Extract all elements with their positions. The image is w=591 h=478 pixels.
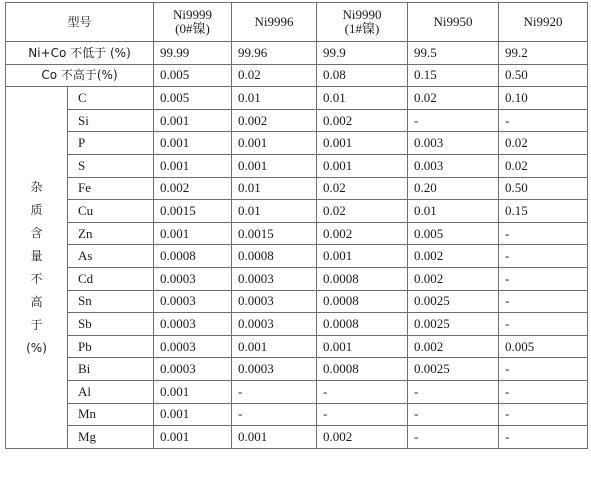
value-cell: 0.002	[317, 222, 408, 245]
value-cell: -	[499, 358, 588, 381]
impurity-side-label	[6, 87, 68, 449]
value-cell: 0.0003	[154, 335, 232, 358]
element-symbol: Cu	[68, 200, 154, 223]
value-cell: 0.003	[408, 154, 499, 177]
value-cell: -	[499, 313, 588, 336]
value-cell: 0.0015	[154, 200, 232, 223]
element-symbol: P	[68, 132, 154, 155]
impurity-row	[6, 313, 588, 336]
grade-header-cell	[154, 3, 232, 42]
grade-header-cell	[499, 3, 588, 42]
value-cell: 0.005	[408, 222, 499, 245]
impurity-row	[6, 109, 588, 132]
impurity-label-char: 含	[30, 225, 43, 240]
impurity-label-char: 于	[30, 317, 43, 332]
element-symbol: Sb	[68, 313, 154, 336]
element-symbol: Mn	[68, 403, 154, 426]
value-cell: 0.01	[408, 200, 499, 223]
value-cell: -	[499, 222, 588, 245]
summary-row	[6, 42, 588, 65]
value-cell: -	[499, 245, 588, 268]
impurity-row	[6, 358, 588, 381]
value-cell: 0.0003	[232, 267, 317, 290]
value-cell: 0.002	[408, 267, 499, 290]
value-cell: 0.0003	[232, 290, 317, 313]
element-symbol: Cd	[68, 267, 154, 290]
value-cell: 0.001	[154, 426, 232, 449]
value-cell: -	[499, 290, 588, 313]
value-cell: 0.01	[232, 87, 317, 110]
value-cell: 0.0003	[154, 290, 232, 313]
value-cell: 0.001	[154, 132, 232, 155]
impurity-row	[6, 177, 588, 200]
impurity-row	[6, 380, 588, 403]
value-cell: 0.02	[499, 132, 588, 155]
value-cell: -	[232, 380, 317, 403]
value-cell: 0.0008	[317, 267, 408, 290]
value-cell: 0.08	[317, 64, 408, 87]
value-cell: 0.001	[232, 335, 317, 358]
value-cell: 0.0003	[232, 313, 317, 336]
value-cell: 0.002	[154, 177, 232, 200]
value-cell: 0.0008	[317, 290, 408, 313]
grade-name: Ni9996	[254, 14, 294, 29]
value-cell: 0.0015	[232, 222, 317, 245]
value-cell: -	[408, 109, 499, 132]
value-cell: 0.002	[232, 109, 317, 132]
value-cell: 0.0003	[154, 313, 232, 336]
value-cell: -	[408, 403, 499, 426]
value-cell: 0.001	[317, 132, 408, 155]
value-cell: 0.005	[499, 335, 588, 358]
value-cell: 0.02	[408, 87, 499, 110]
value-cell: 0.20	[408, 177, 499, 200]
value-cell: 99.2	[499, 42, 588, 65]
value-cell: 0.001	[154, 154, 232, 177]
impurity-label-char: 不	[30, 271, 43, 286]
value-cell: -	[499, 109, 588, 132]
value-cell: 0.005	[154, 87, 232, 110]
value-cell: -	[408, 380, 499, 403]
impurity-label-char: 质	[30, 202, 43, 217]
value-cell: 0.003	[408, 132, 499, 155]
value-cell: 99.96	[232, 42, 317, 65]
value-cell: 0.15	[499, 200, 588, 223]
value-cell: 0.001	[232, 426, 317, 449]
grade-name: Ni9999	[173, 7, 213, 22]
value-cell: 0.02	[499, 154, 588, 177]
impurity-label-char: (%)	[26, 340, 47, 355]
value-cell: 0.0025	[408, 358, 499, 381]
impurity-row	[6, 290, 588, 313]
impurity-row	[6, 222, 588, 245]
element-symbol: Fe	[68, 177, 154, 200]
impurity-row	[6, 245, 588, 268]
element-symbol: Al	[68, 380, 154, 403]
value-cell: -	[499, 426, 588, 449]
value-cell: 0.01	[317, 87, 408, 110]
value-cell: 99.5	[408, 42, 499, 65]
element-symbol: Pb	[68, 335, 154, 358]
value-cell: 0.0008	[317, 313, 408, 336]
value-cell: 0.002	[317, 109, 408, 132]
value-cell: 0.02	[317, 200, 408, 223]
value-cell: 0.001	[232, 132, 317, 155]
value-cell: 0.0025	[408, 290, 499, 313]
value-cell: -	[317, 380, 408, 403]
value-cell: 0.001	[154, 222, 232, 245]
grade-name: Ni9950	[433, 14, 473, 29]
value-cell: 0.10	[499, 87, 588, 110]
value-cell: 0.0025	[408, 313, 499, 336]
nickel-grade-composition-table	[5, 2, 588, 449]
element-symbol: Sn	[68, 290, 154, 313]
impurity-row	[6, 335, 588, 358]
grade-note: (0#镍)	[175, 21, 210, 36]
header-row	[6, 3, 588, 42]
element-symbol: Zn	[68, 222, 154, 245]
value-cell: 0.50	[499, 177, 588, 200]
impurity-label-char: 量	[30, 248, 43, 263]
grade-header-cell	[408, 3, 499, 42]
summary-label: Co 不高于(%)	[6, 64, 154, 87]
value-cell: -	[499, 403, 588, 426]
value-cell: -	[408, 426, 499, 449]
impurity-row	[6, 132, 588, 155]
value-cell: 0.02	[232, 64, 317, 87]
element-symbol: Si	[68, 109, 154, 132]
element-symbol: As	[68, 245, 154, 268]
impurity-row	[6, 87, 588, 110]
impurity-label-char: 高	[30, 294, 43, 309]
grade-note: (1#镍)	[344, 21, 380, 36]
value-cell: 0.001	[154, 109, 232, 132]
element-symbol: Mg	[68, 426, 154, 449]
value-cell: 0.50	[499, 64, 588, 87]
value-cell: -	[232, 403, 317, 426]
impurity-row	[6, 267, 588, 290]
value-cell: 0.15	[408, 64, 499, 87]
value-cell: 0.01	[232, 177, 317, 200]
value-cell: 99.9	[317, 42, 408, 65]
value-cell: 0.0003	[154, 358, 232, 381]
summary-label: Ni+Co 不低于 (%)	[6, 42, 154, 65]
value-cell: 0.02	[317, 177, 408, 200]
value-cell: -	[499, 380, 588, 403]
value-cell: 0.002	[408, 245, 499, 268]
value-cell: 0.001	[154, 403, 232, 426]
value-cell: 0.0003	[154, 267, 232, 290]
impurity-row	[6, 154, 588, 177]
element-symbol: C	[68, 87, 154, 110]
grade-header-cell	[317, 3, 408, 42]
value-cell: 0.002	[408, 335, 499, 358]
impurity-row	[6, 426, 588, 449]
value-cell: 0.0003	[232, 358, 317, 381]
value-cell: 0.0008	[232, 245, 317, 268]
impurity-row	[6, 403, 588, 426]
impurity-label-char: 杂	[30, 179, 43, 194]
grade-name: Ni9990	[342, 7, 382, 22]
value-cell: 0.01	[232, 200, 317, 223]
value-cell: 0.0008	[154, 245, 232, 268]
element-symbol: S	[68, 154, 154, 177]
grade-header-cell	[232, 3, 317, 42]
value-cell: 0.001	[232, 154, 317, 177]
element-symbol: Bi	[68, 358, 154, 381]
value-cell: 0.001	[317, 154, 408, 177]
value-cell: -	[499, 267, 588, 290]
value-cell: 0.002	[317, 426, 408, 449]
value-cell: 0.001	[317, 335, 408, 358]
value-cell: 0.001	[154, 380, 232, 403]
value-cell: 99.99	[154, 42, 232, 65]
value-cell: 0.001	[317, 245, 408, 268]
value-cell: 0.005	[154, 64, 232, 87]
summary-row	[6, 64, 588, 87]
impurity-row	[6, 200, 588, 223]
grade-name: Ni9920	[523, 14, 563, 29]
value-cell: -	[317, 403, 408, 426]
value-cell: 0.0008	[317, 358, 408, 381]
model-header-cell: 型号	[6, 3, 154, 42]
